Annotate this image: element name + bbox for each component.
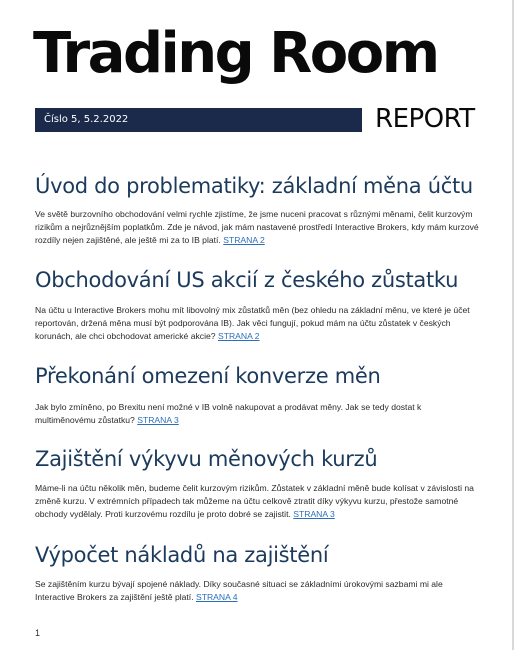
- section-heading: Překonání omezení konverze měn: [35, 364, 381, 388]
- section-body: [35, 482, 483, 521]
- section-costs: [35, 541, 483, 604]
- page-link[interactable]: STRANA 3: [293, 509, 335, 519]
- issue-bar: Číslo 5, 5.2.2022: [35, 108, 362, 132]
- section-text: Se zajištěním kurzu bývají spojené náklady. Díky současné situaci se základními úrokovými sazbami mi ale Interactive Brokers za zajištění ještě platí.: [35, 579, 443, 602]
- page-link[interactable]: STRANA 4: [195, 592, 238, 602]
- section-us-stocks: [35, 266, 483, 343]
- section-heading: Výpočet nákladů na zajištění: [35, 543, 329, 567]
- section-text: Ve světě burzovního obchodování velmi rychle zjistíme, že jsme nuceni pracovat s různými měnami, čelit kurzovým rizikům a nejrůznějším poplatkům. Zde je návod, jak mám nastavené prostředí Interactive Brokers, kdy mám kurzové rozdíly nejen zajištěné, ale ještě mi za to IB platí.: [35, 209, 479, 245]
- section-body: [35, 401, 483, 427]
- page-link[interactable]: STRANA 2: [223, 235, 265, 245]
- section-body: [35, 208, 483, 247]
- section-text: Máme-li na účtu několik měn, budeme čelit kurzovým rizikům. Zůstatek v základní měně bude kolísat v závislosti na změně kurzu. V extrémních případech tak můžeme na účtu celkově ztratit díky výkyvu kurzu, přestože samotné obchody vydělaly. Proti kurzovému rozdílu je proto dobré se zajistit.: [35, 483, 474, 519]
- section-body: [35, 304, 483, 343]
- section-heading: Zajištění výkyvu měnových kurzů: [35, 447, 378, 471]
- section-body: [35, 578, 483, 604]
- section-intro: [35, 172, 483, 247]
- page-link[interactable]: STRANA 3: [137, 415, 179, 425]
- masthead-title: Trading Room: [33, 21, 438, 86]
- section-hedging: [35, 445, 483, 521]
- section-heading: Obchodování US akcií z českého zůstatku: [35, 268, 459, 292]
- section-heading: Úvod do problematiky: základní měna účtu: [35, 174, 473, 198]
- report-label: REPORT: [375, 104, 475, 134]
- section-conversion: [35, 362, 483, 427]
- page-number: 1: [35, 628, 41, 638]
- section-text: Jak bylo zmíněno, po Brexitu není možné v IB volně nakupovat a prodávat měny. Jak se tedy dostat k multiměnovému zůstatku?: [35, 402, 422, 425]
- page-link[interactable]: STRANA 2: [217, 331, 260, 341]
- section-text: Na účtu u Interactive Brokers mohu mít libovolný mix zůstatků měn (bez ohledu na základní měnu, ve které je účet reportován, držená měna musí být podporována IB). Jak věci fungují, pokud mám na účtu zůstatek v českých korunách, ale chci obchodovat americké akcie?: [35, 305, 470, 341]
